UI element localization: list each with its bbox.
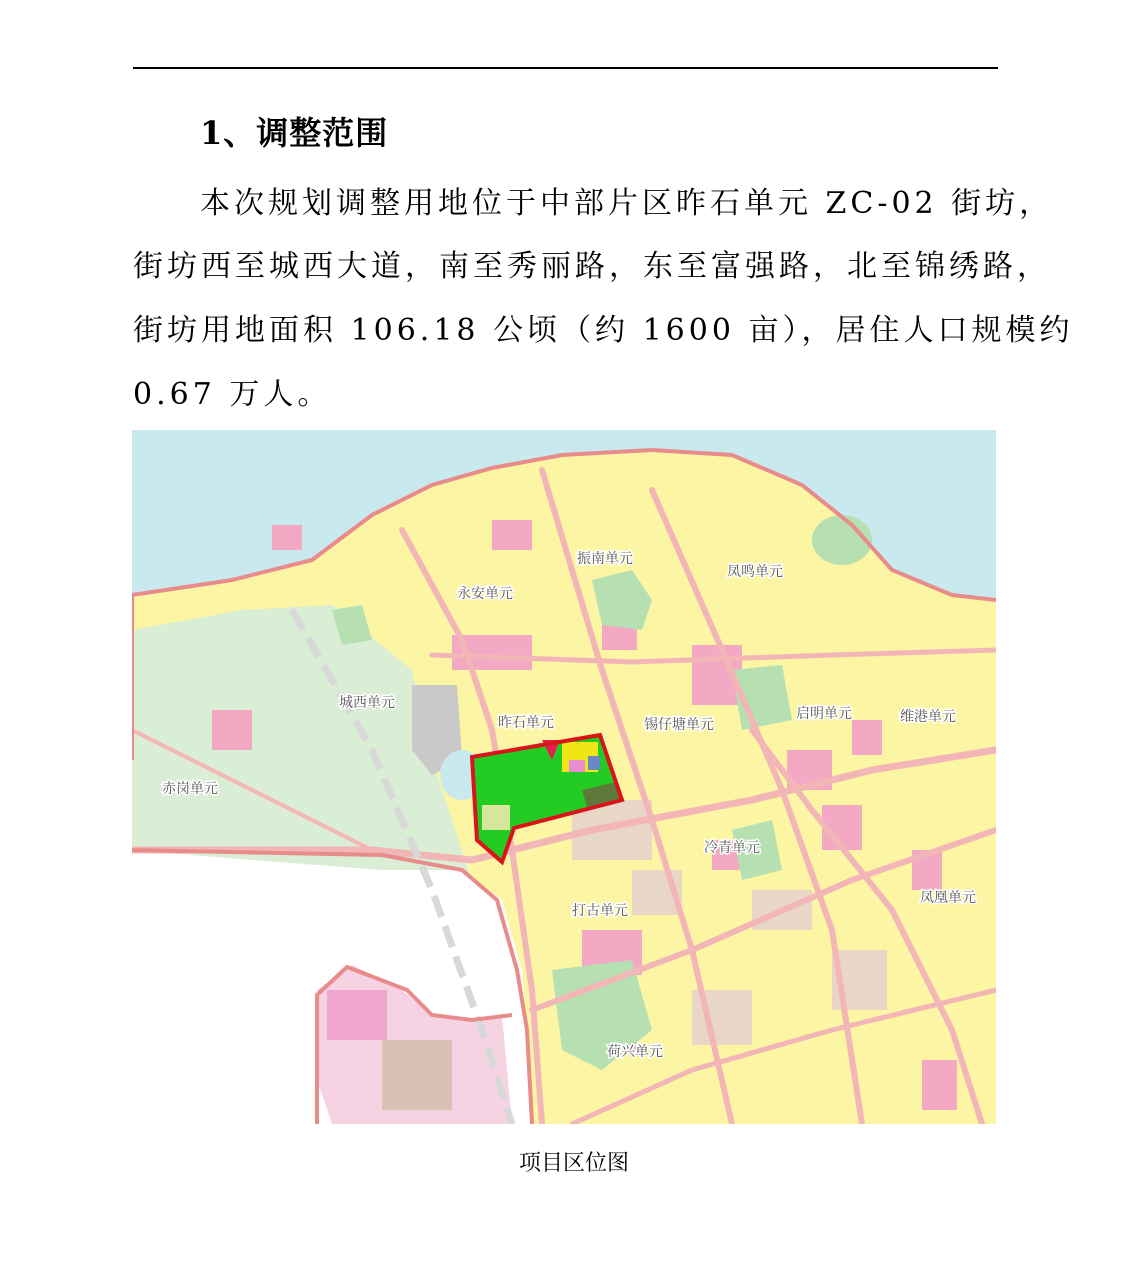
label-xizaitang: 锡仔塘单元 — [644, 717, 714, 733]
label-chengxi: 城西单元 — [339, 695, 395, 711]
label-chigang: 赤岗单元 — [162, 781, 218, 797]
paragraph-line-2: 街坊西至城西大道，南至秀丽路，东至富强路，北至锦绣路， — [133, 249, 1051, 284]
location-map — [132, 430, 996, 1124]
label-yongan: 永安单元 — [457, 586, 513, 602]
label-hexing: 荷兴单元 — [607, 1044, 663, 1060]
map-caption: 项目区位图 — [518, 1151, 629, 1176]
label-lengqing: 冷青单元 — [704, 840, 760, 856]
label-fenghuang: 凤凰单元 — [920, 890, 976, 906]
label-qiming: 启明单元 — [796, 706, 852, 722]
southwest-block-2 — [382, 1040, 452, 1110]
southwest-block — [327, 990, 387, 1040]
label-weigang: 维港单元 — [900, 709, 956, 725]
label-zuoshi: 昨石单元 — [498, 715, 554, 731]
label-zhennan: 振南单元 — [577, 551, 633, 567]
paragraph-line-4: 0.67 万人。 — [133, 377, 332, 412]
map-svg — [132, 430, 996, 1124]
header-rule — [133, 67, 998, 69]
paragraph-line-3: 街坊用地面积 106.18 公顷（约 1600 亩），居住人口规模约 — [133, 313, 1074, 348]
paragraph-line-1: 本次规划调整用地位于中部片区昨石单元 ZC-02 街坊， — [200, 186, 1054, 221]
label-fengming: 凤鸣单元 — [727, 564, 783, 580]
section-heading: 1、调整范围 — [200, 114, 389, 152]
label-dagu: 打古单元 — [572, 903, 628, 919]
